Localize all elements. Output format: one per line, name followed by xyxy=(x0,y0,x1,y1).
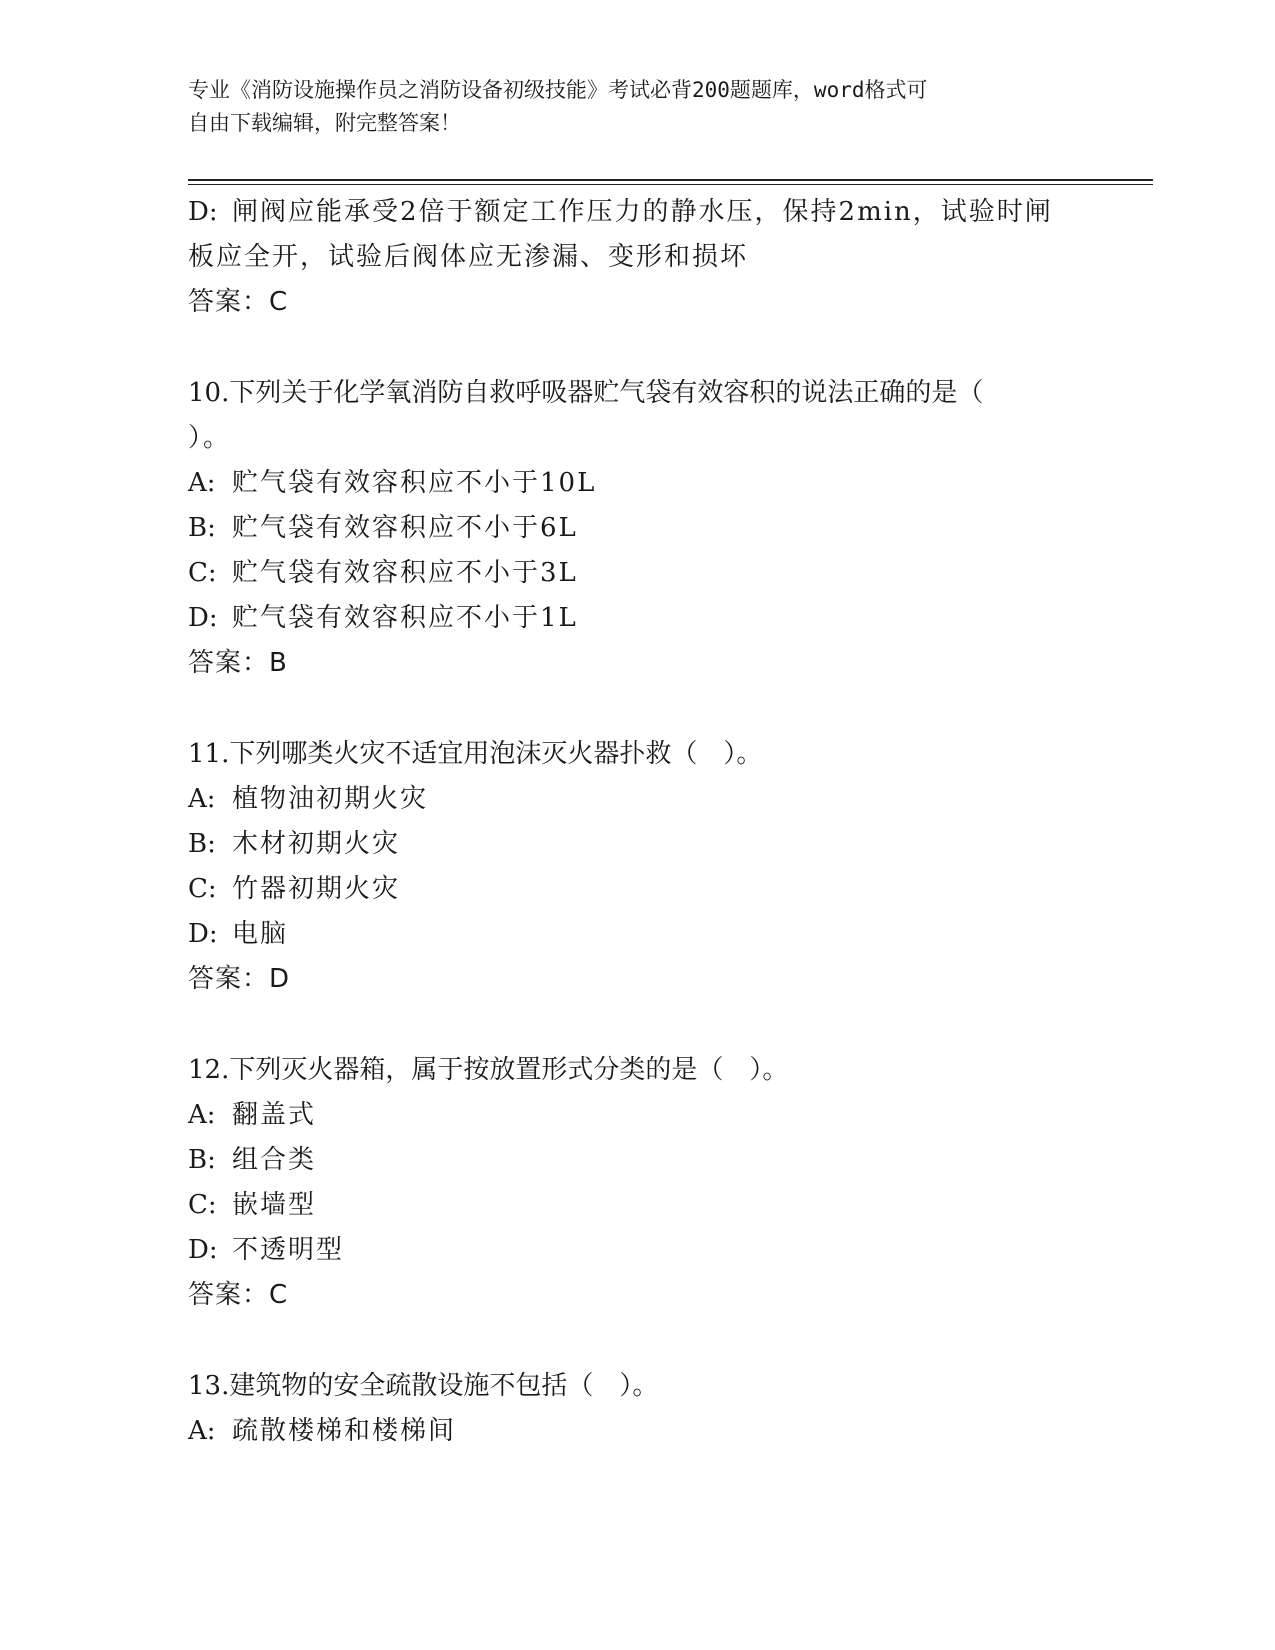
option-key: A: xyxy=(188,468,216,498)
option-key: D: xyxy=(188,197,218,227)
question-stem: 12.下列灭火器箱，属于按放置形式分类的是（ ）。 xyxy=(188,1055,789,1085)
option-text: 木材初期火灾 xyxy=(232,829,401,859)
option-text: 贮气袋有效容积应不小于3L xyxy=(232,558,578,588)
option-key: C: xyxy=(188,874,217,904)
question-stem: 11.下列哪类火灾不适宜用泡沫灭火器扑救（ ）。 xyxy=(188,739,763,769)
answer: 答案：C xyxy=(188,1280,289,1310)
option-key: D: xyxy=(188,603,218,633)
option-d-continued: 板应全开，试验后阀体应无渗漏、变形和损坏 xyxy=(188,242,749,272)
question-stem: 13.建筑物的安全疏散设施不包括（ ）。 xyxy=(188,1371,659,1401)
question-11 xyxy=(188,732,1088,1002)
header-divider-thick xyxy=(188,179,1153,181)
option-text: 闸阀应能承受2倍于额定工作压力的静水压，保持2min，试验时闸 xyxy=(232,197,1053,227)
header-divider-thin xyxy=(188,184,1153,185)
option-key: B: xyxy=(188,513,216,543)
option-c xyxy=(188,1183,1088,1228)
option-text: 贮气袋有效容积应不小于6L xyxy=(232,513,578,543)
option-key: D: xyxy=(188,919,218,949)
option-text: 贮气袋有效容积应不小于1L xyxy=(232,603,578,633)
question-stem-continued: ）。 xyxy=(188,423,232,453)
option-b xyxy=(188,1138,1088,1183)
question-13 xyxy=(188,1364,1088,1454)
answer: 答案：D xyxy=(188,964,291,994)
option-text: 竹器初期火灾 xyxy=(232,874,401,904)
question-9-tail xyxy=(188,190,1088,325)
option-a xyxy=(188,1409,1088,1454)
option-d xyxy=(188,190,1088,235)
question-list xyxy=(188,190,1088,1454)
option-text: 疏散楼梯和楼梯间 xyxy=(232,1416,457,1446)
question-12 xyxy=(188,1048,1088,1318)
option-b xyxy=(188,506,1088,551)
option-c xyxy=(188,867,1088,912)
option-key: C: xyxy=(188,1190,217,1220)
option-key: A: xyxy=(188,1100,216,1130)
option-key: A: xyxy=(188,784,216,814)
document-header xyxy=(188,74,1068,140)
question-stem: 10.下列关于化学氧消防自救呼吸器贮气袋有效容积的说法正确的是（ xyxy=(188,378,984,408)
option-key: C: xyxy=(188,558,217,588)
header-line-2: 自由下载编辑，附完整答案！ xyxy=(188,111,461,135)
option-key: A: xyxy=(188,1416,216,1446)
option-text: 不透明型 xyxy=(232,1235,345,1265)
option-text: 植物油初期火灾 xyxy=(232,784,429,814)
option-key: B: xyxy=(188,1145,216,1175)
option-a xyxy=(188,777,1088,822)
option-key: D: xyxy=(188,1235,218,1265)
question-10 xyxy=(188,371,1088,686)
header-line-1: 专业《消防设施操作员之消防设备初级技能》考试必背200题题库，word格式可 xyxy=(188,78,928,102)
option-text: 组合类 xyxy=(232,1145,317,1175)
option-d xyxy=(188,596,1088,641)
option-text: 贮气袋有效容积应不小于10L xyxy=(232,468,597,498)
option-b xyxy=(188,822,1088,867)
option-d xyxy=(188,912,1088,957)
option-text: 电脑 xyxy=(232,919,289,949)
option-text: 嵌墙型 xyxy=(232,1190,317,1220)
answer: 答案：C xyxy=(188,287,289,317)
option-a xyxy=(188,461,1088,506)
option-text: 翻盖式 xyxy=(232,1100,317,1130)
option-a xyxy=(188,1093,1088,1138)
option-key: B: xyxy=(188,829,216,859)
option-d xyxy=(188,1228,1088,1273)
option-c xyxy=(188,551,1088,596)
answer: 答案：B xyxy=(188,648,288,678)
